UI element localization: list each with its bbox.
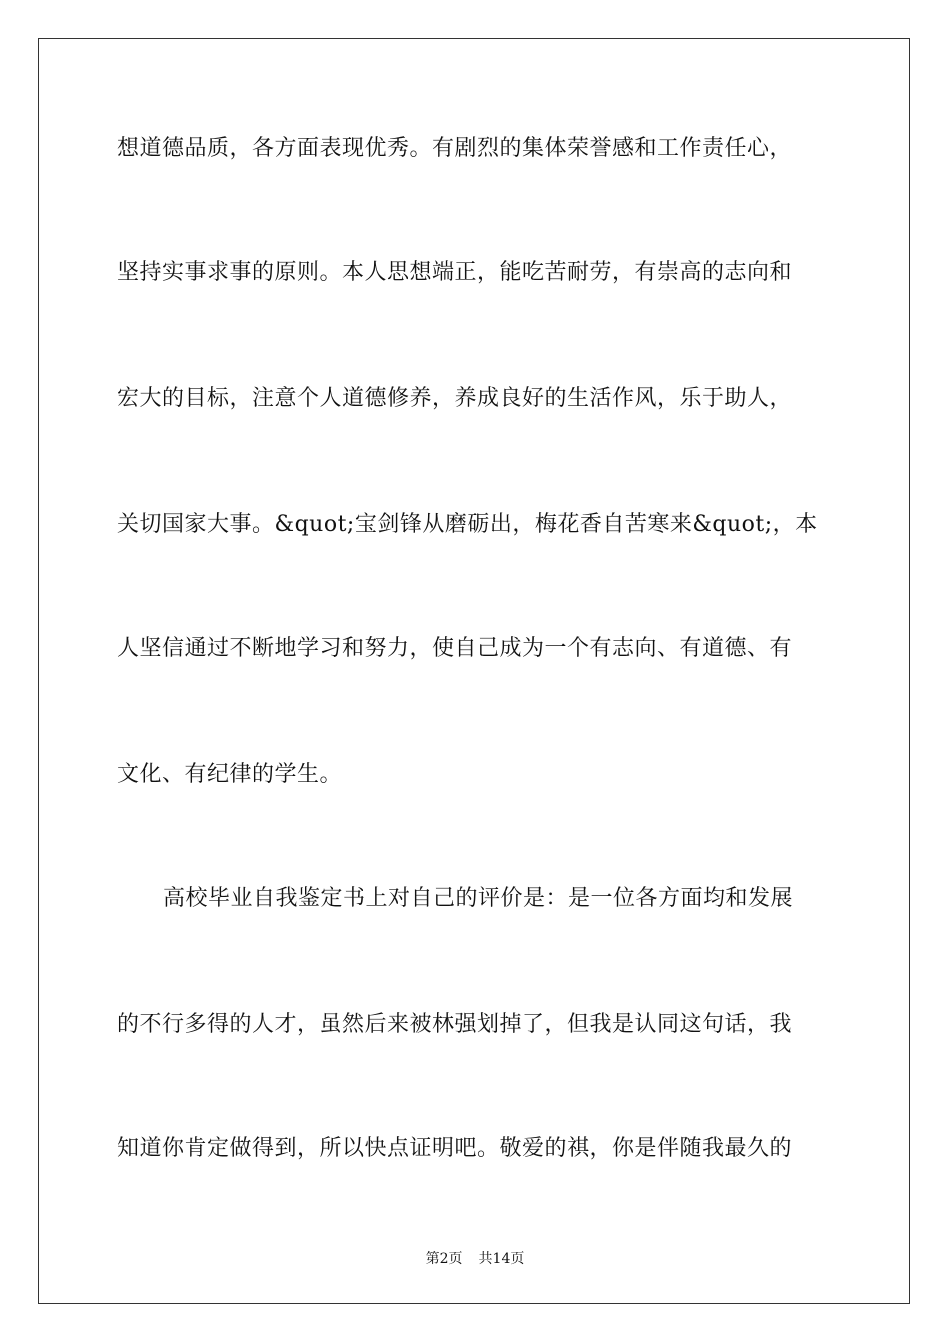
text-line-6: 文化、有纪律的学生。 (117, 762, 343, 787)
text-line-8: 的不行多得的人才，虽然后来被林强划掉了，但我是认同这句话，我 (117, 1012, 793, 1037)
paragraph-2-first-line: 高校毕业自我鉴定书上对自己的评价是：是一位各方面均和发展 (163, 886, 794, 911)
text-line-2: 坚持实事求事的原则。本人思想端正，能吃苦耐劳，有崇高的志向和 (117, 260, 793, 285)
text-line-3: 宏大的目标，注意个人道德修养，养成良好的生活作风，乐于助人， (117, 386, 793, 411)
page-border (38, 38, 910, 1304)
page-footer (0, 1248, 950, 1268)
page-number: 第2页 (425, 1251, 463, 1267)
page-total: 共14页 (478, 1251, 525, 1267)
text-line-9: 知道你肯定做得到，所以快点证明吧。敬爱的祺，你是伴随我最久的 (117, 1136, 793, 1161)
text-line-1: 想道德品质，各方面表现优秀。有剧烈的集体荣誉感和工作责任心， (117, 136, 793, 161)
text-line-4: 关切国家大事。&quot;宝剑锋从磨砺出，梅花香自苦寒来&quot;，本 (117, 512, 818, 537)
text-line-5: 人坚信通过不断地学习和努力，使自己成为一个有志向、有道德、有 (117, 636, 793, 661)
